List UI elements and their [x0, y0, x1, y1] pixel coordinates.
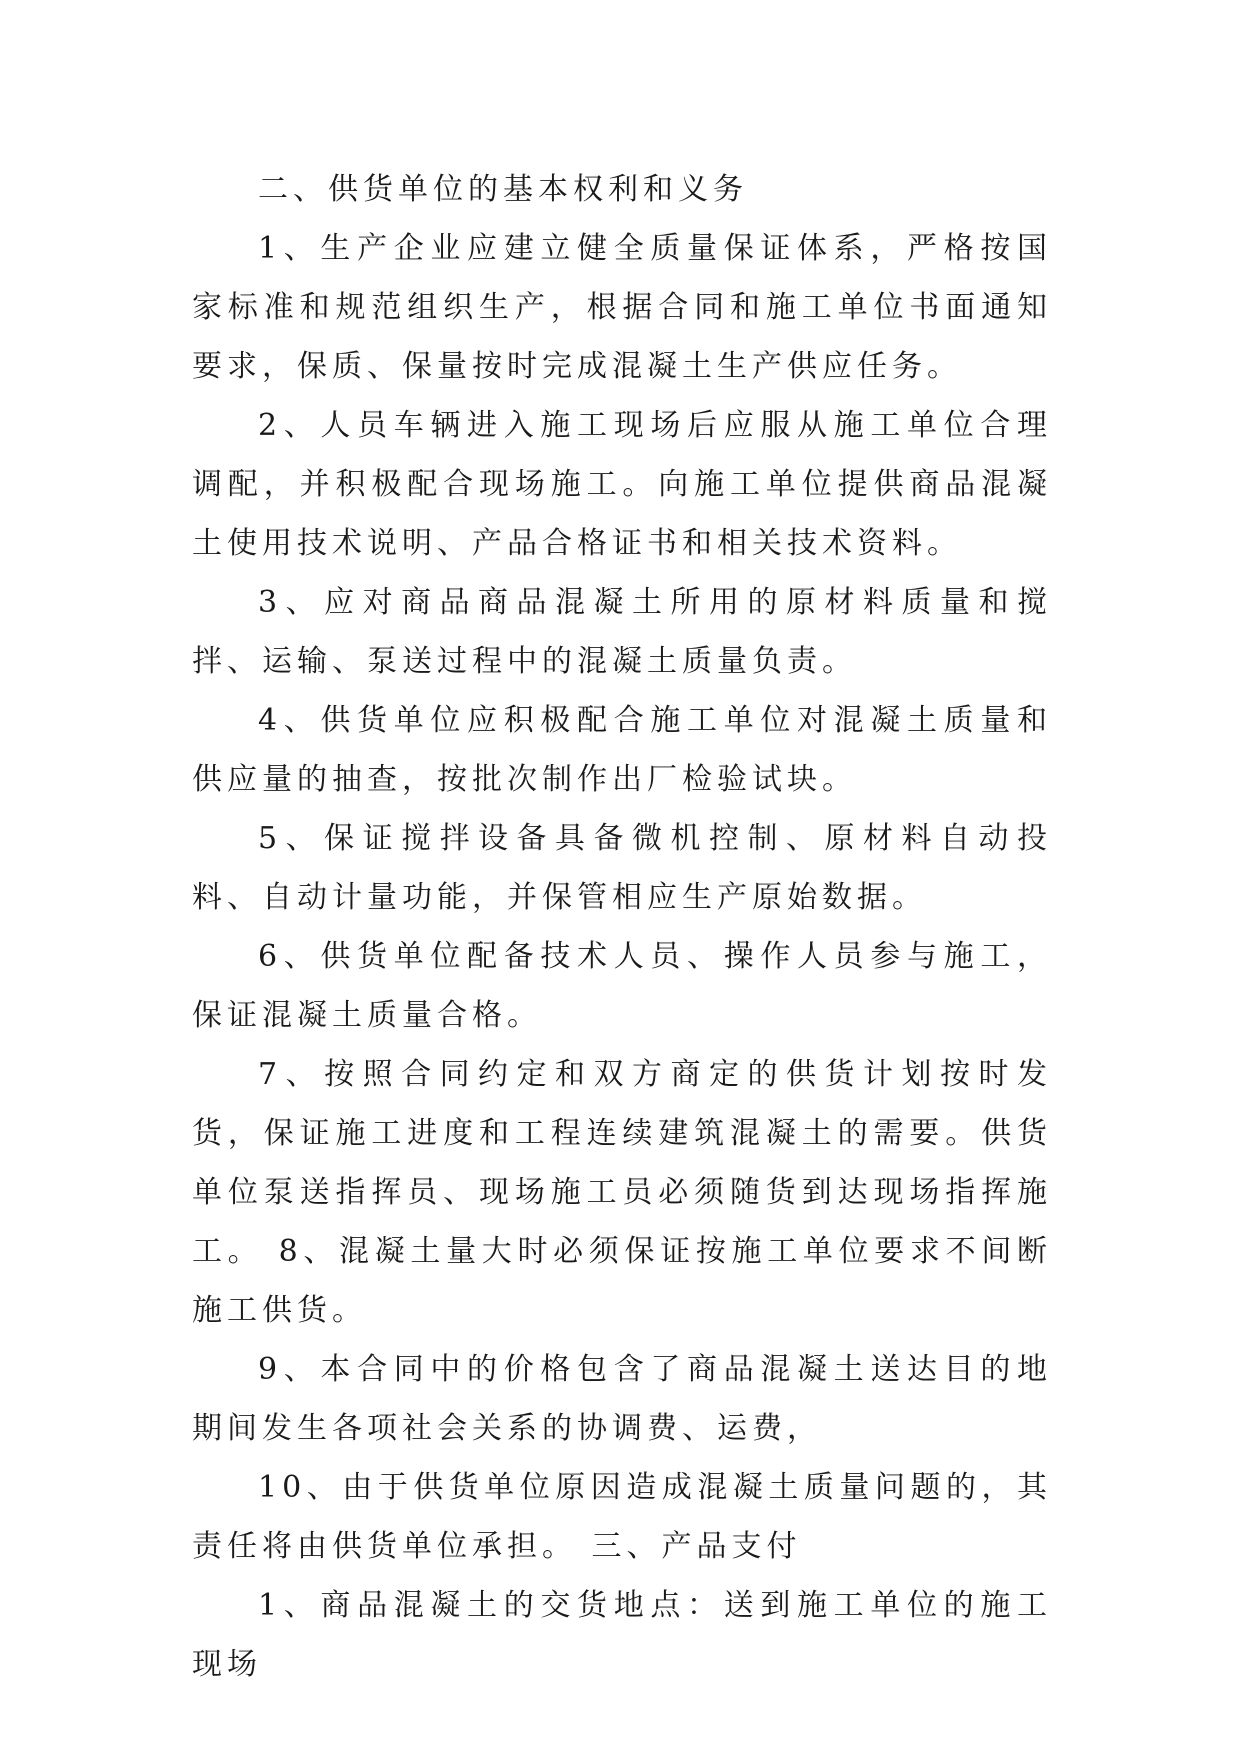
payment-clause-1-delivery-location: 1、商品混凝土的交货地点：送到施工单位的施工现场	[192, 1588, 1052, 1682]
clause-6-technical-staff: 6、供货单位配备技术人员、操作人员参与施工，保证混凝土质量合格。	[192, 939, 1052, 1033]
clause-2-personnel-vehicles: 2、人员车辆进入施工现场后应服从施工单位合理调配，并积极配合现场施工。向施工单位提供商品混凝土使用技术说明、产品合格证书和相关技术资料。	[192, 408, 1052, 561]
clause-1-quality-system: 1、生产企业应建立健全质量保证体系，严格按国家标准和规范组织生产，根据合同和施工单位书面通知要求，保质、保量按时完成混凝土生产供应任务。	[192, 231, 1052, 384]
clause-7-delivery-schedule: 7、按照合同约定和双方商定的供货计划按时发货，保证施工进度和工程连续建筑混凝土的需要。供货单位泵送指挥员、现场施工员必须随货到达现场指挥施工。 8、混凝土量大时必须保证按施工单位要求不间断施工供货。	[192, 1057, 1052, 1328]
clause-5-mixing-equipment: 5、保证搅拌设备具备微机控制、原材料自动投料、自动计量功能，并保管相应生产原始数据。	[192, 821, 1052, 915]
clause-9-pricing: 9、本合同中的价格包含了商品混凝土送达目的地期间发生各项社会关系的协调费、运费，	[192, 1352, 1052, 1446]
section-heading-supplier-rights: 二、供货单位的基本权利和义务	[258, 172, 748, 207]
clause-10-liability: 10、由于供货单位原因造成混凝土质量问题的，其责任将由供货单位承担。 三、产品支付	[192, 1470, 1052, 1564]
document-body	[192, 160, 1052, 1694]
clause-4-spot-check: 4、供货单位应积极配合施工单位对混凝土质量和供应量的抽查，按批次制作出厂检验试块。	[192, 703, 1052, 797]
clause-3-material-quality: 3、应对商品商品混凝土所用的原材料质量和搅拌、运输、泵送过程中的混凝土质量负责。	[192, 585, 1052, 679]
